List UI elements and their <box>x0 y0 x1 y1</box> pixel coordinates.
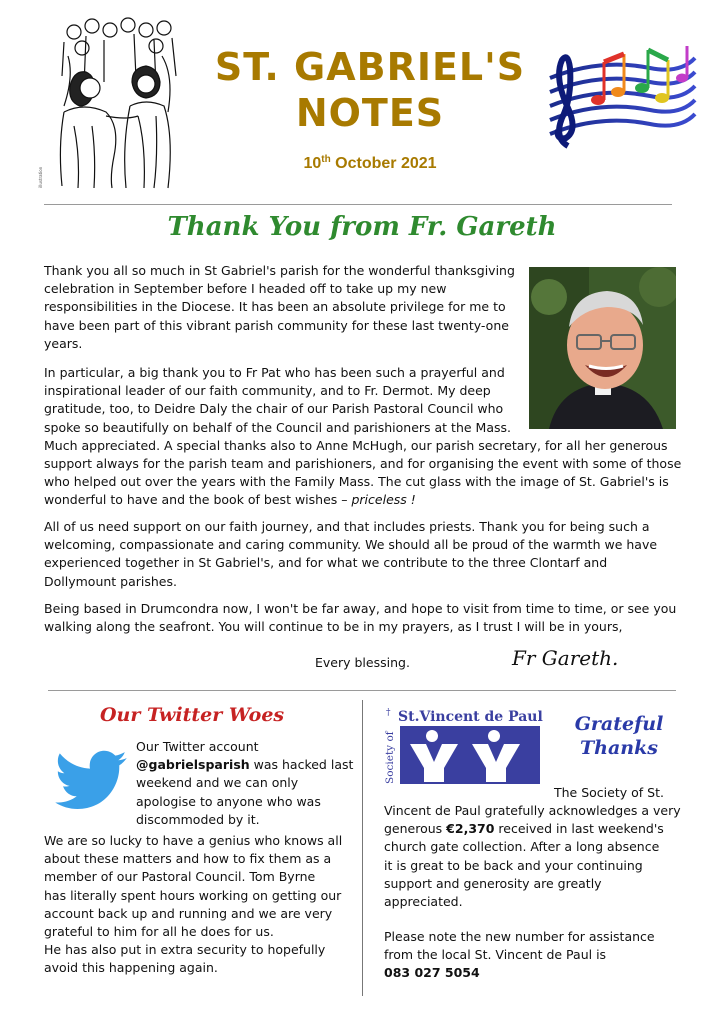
text-line: avoid this happening again. <box>44 960 218 976</box>
svp-logo-text: St.Vincent de Paul <box>398 709 543 725</box>
text-line: spoke so beautifully on behalf of the Council and parishioners at the Mass. <box>44 419 511 435</box>
text-line: support always for the parish team and parishioners, and for organising the event with some of those <box>44 456 682 472</box>
title-line: Grateful <box>574 713 664 735</box>
date-month-year: October 2021 <box>335 155 437 172</box>
music-staff-notes-icon <box>540 38 700 160</box>
jesus-healing-illustration <box>34 16 202 192</box>
signature: Fr Gareth. <box>512 646 619 670</box>
text-line: discommoded by it. <box>136 811 260 827</box>
column-divider <box>362 700 363 996</box>
article-paragraph-4 <box>44 600 694 636</box>
text-line: years. <box>44 335 83 351</box>
article-paragraph-3 <box>44 518 694 591</box>
text-line: appreciated. <box>384 894 463 910</box>
svg-text:†: † <box>386 708 391 718</box>
text-line: He has also put in extra security to hopefully <box>44 942 326 958</box>
svp-phone-number: 083 027 5054 <box>384 965 480 981</box>
text-line: from the local St. Vincent de Paul is <box>384 947 607 963</box>
newsletter-title <box>200 44 540 136</box>
text-line: Vincent de Paul gratefully acknowledges a very <box>384 803 681 818</box>
text-run: generous <box>384 821 447 837</box>
svp-logo-side-text: Society of <box>384 731 396 784</box>
text-run: was hacked last <box>249 757 354 773</box>
title-line-1: ST. GABRIEL'S <box>214 45 526 89</box>
text-line: All of us need support on our faith journey, and that includes priests. Thank you for being such a <box>44 519 650 534</box>
text-line: account back up and running and we are very <box>44 905 333 921</box>
twitter-intro <box>136 738 360 829</box>
text-line: Please note the new number for assistance <box>384 929 655 944</box>
svp-body <box>384 802 696 911</box>
text-line: responsibilities in the Diocese. It has been an absolute privilege for me to <box>44 299 506 315</box>
text-line: church gate collection. After a long absence <box>384 839 660 855</box>
text-line: gratitude, too, to Deidre Daly the chair of our Parish Pastoral Council who <box>44 401 504 417</box>
text-line: it is great to be back and your continuing <box>384 857 643 873</box>
text-line: experienced together in St Gabriel's, and for what we contribute to the three Clontarf and <box>44 555 608 571</box>
text-line: celebration in September before I headed off to take up my new <box>44 281 447 297</box>
svg-text:illustration: illustration <box>38 166 43 188</box>
title-line-2: NOTES <box>295 91 445 135</box>
text-line: about these matters and how to fix them as a <box>44 851 332 867</box>
text-line: inspirational leader of our faith community, and to Fr. Dermot. My deep <box>44 383 491 399</box>
article-paragraph-2 <box>44 364 694 510</box>
svp-note <box>384 928 696 983</box>
text-run: wonderful to have and the book of best wishes – <box>44 492 352 508</box>
signoff-text: Every blessing. <box>315 655 410 670</box>
text-line <box>384 964 696 982</box>
article-title: Thank You from Fr. Gareth <box>167 212 557 242</box>
text-line: Much appreciated. A special thanks also to Anne McHugh, our parish secretary, for all her generous <box>44 437 668 453</box>
text-line: weekend and we can only <box>136 775 299 791</box>
italic-emphasis: priceless ! <box>351 492 416 508</box>
twitter-body <box>44 832 360 978</box>
text-line <box>44 491 694 509</box>
text-line: member of our Pastoral Council. Tom Byrne <box>44 869 316 885</box>
text-line: support and generosity are greatly <box>384 875 602 891</box>
date-suffix: th <box>321 154 331 165</box>
text-line <box>384 820 696 838</box>
text-line: Our Twitter account <box>136 739 259 754</box>
text-line: walking along the seafront. You will continue to be in my prayers, as I trust I will be in yours, <box>44 619 623 635</box>
text-line: Being based in Drumcondra now, I won't be far away, and hope to visit from time to time, or see you <box>44 601 677 616</box>
text-line: We are so lucky to have a genius who knows all <box>44 833 343 848</box>
donation-amount: €2,370 <box>446 821 495 837</box>
text-line: Dollymount parishes. <box>44 573 177 589</box>
issue-date <box>200 154 540 173</box>
text-line: apologise to anyone who was <box>136 793 321 809</box>
twitter-section-title: Our Twitter Woes <box>100 704 285 726</box>
text-line: have been part of this vibrant parish community for these last twenty-one <box>44 317 509 333</box>
article-divider <box>48 690 676 691</box>
text-run: received in last weekend's <box>494 821 664 837</box>
text-line <box>136 756 360 774</box>
twitter-bird-icon <box>52 742 130 822</box>
text-line: welcoming, compassionate and caring community. We should all be proud of the warmth we have <box>44 537 658 553</box>
article-paragraph-1 <box>44 262 524 353</box>
twitter-handle: @gabrielsparish <box>136 757 250 773</box>
text-line: Thank you all so much in St Gabriel's parish for the wonderful thanksgiving <box>44 263 515 278</box>
text-line: has literally spent hours working on getting our <box>44 887 342 903</box>
grateful-thanks-title <box>560 712 678 760</box>
text-line: who helped out over the years with the Family Mass. The cut glass with the image of St. Gabriel's is <box>44 474 669 490</box>
date-day: 10 <box>303 155 322 172</box>
header-divider <box>44 204 672 205</box>
svp-logo <box>382 706 544 786</box>
text-line: grateful to him for all he does for us. <box>44 924 274 940</box>
title-line: Thanks <box>580 737 658 759</box>
svp-intro-line: The Society of St. <box>554 785 664 800</box>
text-line: In particular, a big thank you to Fr Pat who has been such a prayerful and <box>44 365 505 380</box>
